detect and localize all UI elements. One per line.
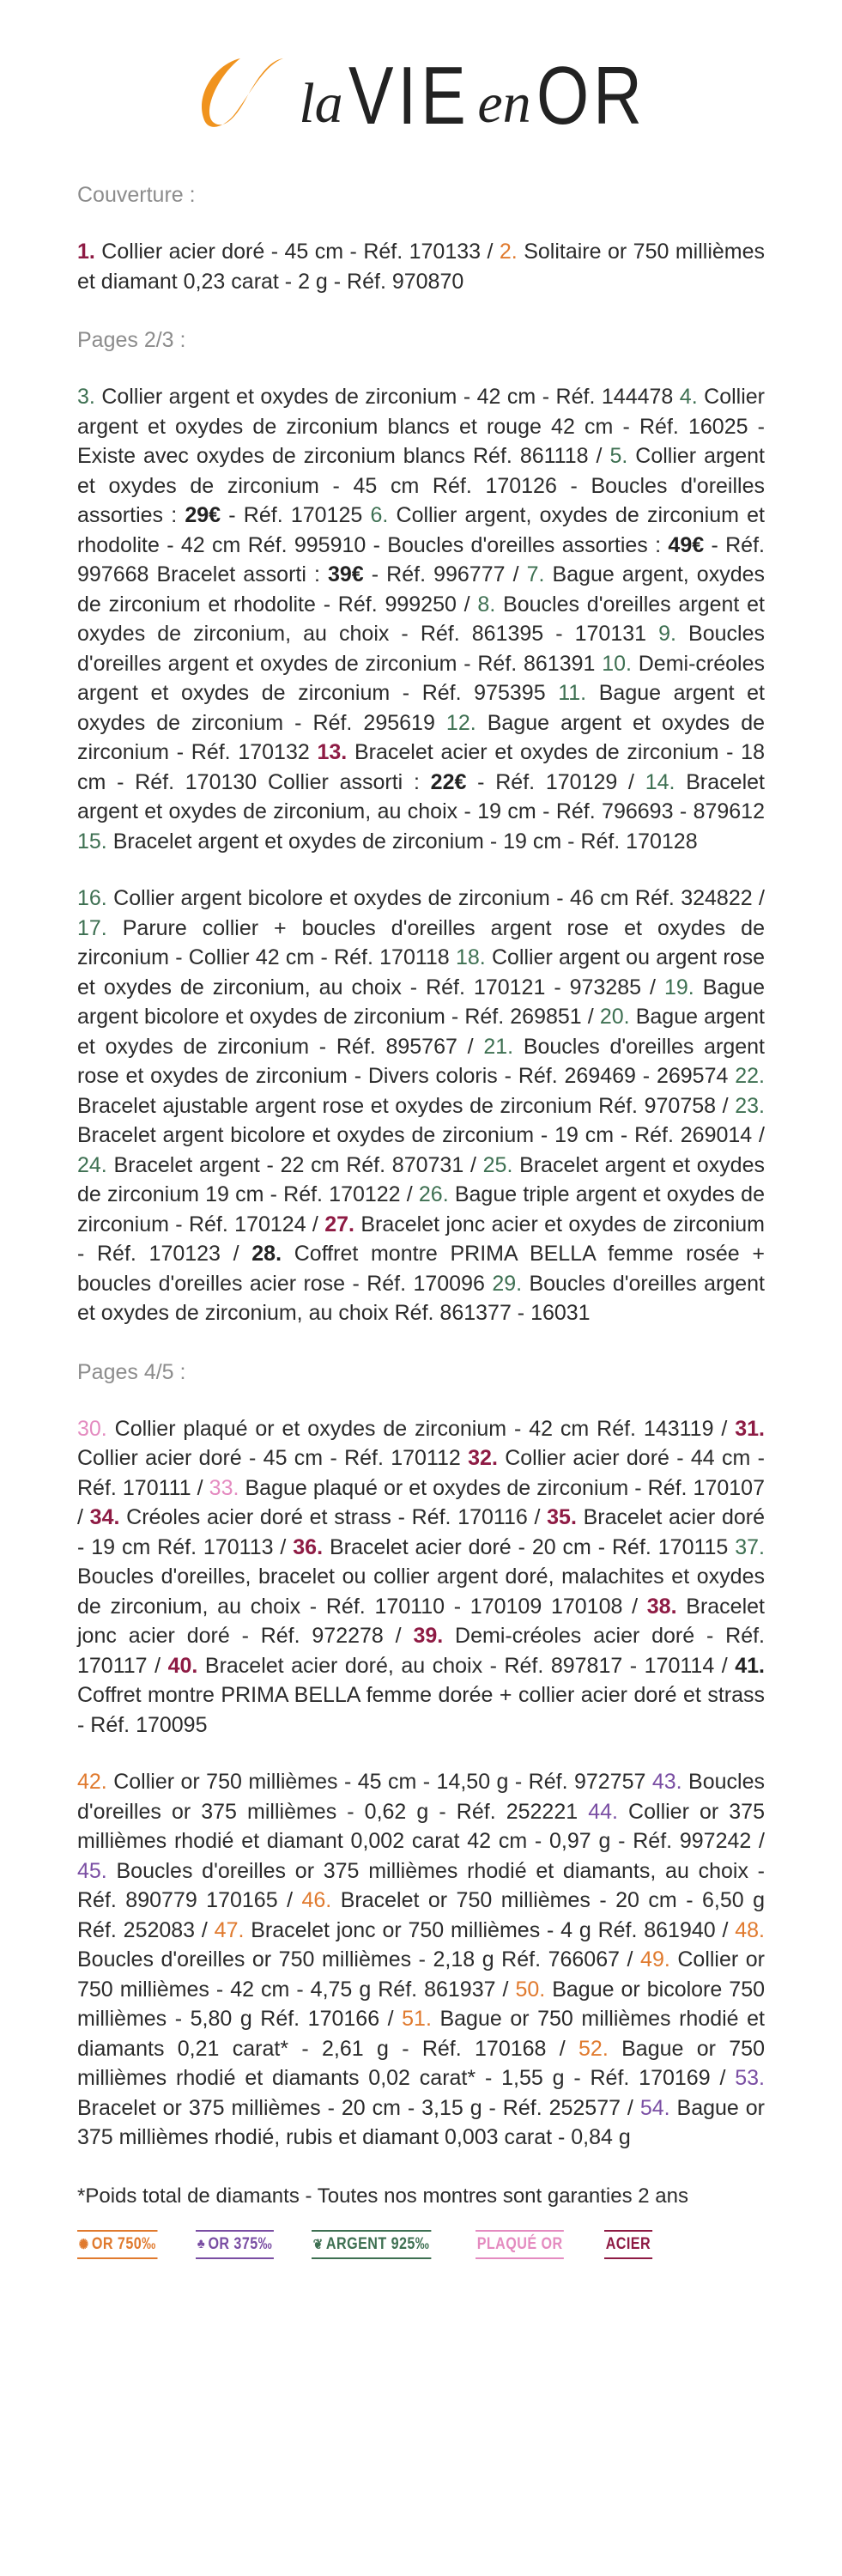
item-number: 27. (324, 1212, 354, 1236)
item-number: 42. (77, 1770, 107, 1794)
item-number: 54. (639, 2095, 670, 2120)
item-reference: - Réf. 997668 Bracelet assorti : (77, 532, 765, 586)
item-description: Coffret montre PRIMA BELLA femme dorée + collier acier doré et strass - Réf. 170095 (77, 1683, 765, 1737)
item-description: Boucles d'oreilles or 375 millièmes - 0,62 g - Réf. 252221 (77, 1770, 765, 1824)
item-number: 35. (547, 1505, 577, 1529)
item-description: Bracelet argent et oxydes de zirconium - 19 cm - Réf. 170128 (106, 829, 698, 854)
product-paragraph (77, 1414, 765, 1741)
section-label: Pages 4/5 : (77, 1359, 186, 1384)
item-number: 26. (418, 1182, 449, 1206)
item-number: 16. (77, 886, 107, 910)
item-number: 46. (301, 1888, 332, 1912)
item-description: Collier acier doré - 44 cm - Réf. 170111 / (77, 1446, 765, 1500)
section-label: Couverture : (77, 183, 196, 207)
item-description: Collier acier doré - 45 cm - Réf. 170112 (77, 1446, 469, 1470)
item-number: 15. (77, 829, 107, 854)
item-number: 43. (651, 1770, 682, 1794)
legend-argent (312, 2230, 431, 2259)
item-number: 44. (588, 1799, 618, 1824)
item-description: Boucles d'oreilles, bracelet ou collier argent doré, malachites et oxydes de zirconium, au choix - Réf. 170110 - 170109 170108 / (77, 1564, 765, 1619)
legend-label: OR 750‰ (91, 2234, 156, 2253)
item-description: Parure collier + boucles d'oreilles argent rose et oxydes de zirconium - Collier 42 cm - Réf. 170118 (77, 915, 765, 969)
brand-logo (0, 0, 842, 180)
item-number: 34. (89, 1505, 120, 1529)
item-reference: - Réf. 170125 (221, 503, 371, 527)
legend-plaque (476, 2230, 564, 2259)
item-description: Collier argent bicolore et oxydes de zirconium - 46 cm Réf. 324822 / (106, 886, 765, 910)
item-description: Boucles d'oreilles argent rose et oxydes de zirconium - Divers coloris - Réf. 269469 - 269574 (77, 1034, 766, 1088)
item-number: 2. (499, 240, 518, 264)
item-description: Boucles d'oreilles or 750 millièmes - 2,18 g Réf. 766067 / (77, 1947, 641, 1971)
item-number: 5. (609, 444, 628, 468)
item-number: 4. (679, 385, 698, 409)
item-description: Collier argent ou argent rose et oxydes de zirconium, au choix - Réf. 170121 - 973285 / (77, 945, 765, 999)
item-price: 49€ (668, 532, 705, 557)
item-description: Bague or 750 millièmes rhodié et diamants 0,21 carat* - 2,61 g - Réf. 170168 / (77, 2007, 765, 2061)
item-number: 28. (251, 1242, 282, 1266)
item-description: Bague argent et oxydes de zirconium - Réf. 170132 (77, 710, 766, 764)
item-description: Collier or 750 millièmes - 42 cm - 4,75 g Réf. 861937 / (77, 1947, 765, 2002)
item-description: Bague plaqué or et oxydes de zirconium - Réf. 170107 / (77, 1475, 765, 1529)
item-description: Collier argent et oxydes de zirconium blancs et rouge 42 cm - Réf. 16025 - Existe avec oxydes de zirconium blancs Réf. 861118 / (77, 385, 765, 468)
item-number: 3. (77, 385, 95, 409)
product-paragraph (77, 237, 765, 296)
footnote: *Poids total de diamants - Toutes nos montres sont garanties 2 ans (77, 2184, 688, 2208)
item-description: Bague argent et oxydes de zirconium - Réf. 895767 / (77, 1005, 765, 1059)
item-number: 24. (77, 1152, 107, 1177)
item-description: Bracelet acier doré - 20 cm - Réf. 170115 (323, 1534, 736, 1559)
item-number: 21. (483, 1034, 514, 1059)
item-description: Coffret montre PRIMA BELLA femme rosée + boucles d'oreilles acier rose - Réf. 170096 (77, 1242, 765, 1296)
item-number: 17. (77, 915, 107, 940)
item-number: 30. (77, 1416, 107, 1441)
item-description: Collier argent et oxydes de zirconium - 42 cm - Réf. 144478 (94, 385, 680, 409)
item-number: 1. (77, 240, 95, 264)
item-description: Bracelet acier et oxydes de zirconium - 18 cm - Réf. 170130 Collier assorti : (77, 740, 765, 794)
item-description: Boucles d'oreilles argent et oxydes de zirconium, au choix Réf. 861377 - 16031 (77, 1271, 765, 1325)
item-number: 8. (477, 592, 496, 617)
item-number: 52. (578, 2036, 609, 2061)
item-description: Bracelet jonc acier doré - Réf. 972278 / (77, 1594, 765, 1648)
item-description: Bracelet jonc or 750 millièmes - 4 g Réf. 861940 / (244, 1917, 736, 1942)
product-paragraph (77, 382, 765, 856)
gold-swoosh-icon (191, 52, 294, 137)
item-description: Bracelet acier doré - 19 cm Réf. 170113 / (77, 1505, 765, 1559)
item-number: 18. (455, 945, 486, 969)
product-listing (0, 180, 842, 2259)
item-description: Bague triple argent et oxydes de zirconium - Réf. 170124 / (77, 1182, 765, 1236)
item-number: 50. (515, 1977, 546, 2002)
item-number: 13. (317, 740, 348, 764)
item-number: 47. (214, 1917, 245, 1942)
item-number: 33. (209, 1475, 239, 1500)
item-description: Bracelet jonc acier et oxydes de zirconium - Réf. 170123 / (77, 1212, 765, 1266)
item-number: 51. (402, 2007, 432, 2031)
item-description: Demi-créoles argent et oxydes de zirconium - Réf. 975395 (77, 651, 765, 705)
hallmark-head-icon: ❦ (312, 2237, 324, 2252)
item-description: Bague argent et oxydes de zirconium - Réf. 295619 (77, 681, 765, 735)
item-description: Boucles d'oreilles or 375 millièmes rhodié et diamants, au choix - Réf. 890779 170165 / (77, 1858, 765, 1912)
item-description: Demi-créoles acier doré - Réf. 170117 / (77, 1624, 765, 1678)
item-description: Bracelet argent et oxydes de zirconium 19 cm - Réf. 170122 / (77, 1152, 765, 1206)
item-number: 11. (558, 681, 587, 705)
section-label: Pages 2/3 : (77, 328, 186, 352)
legend-label: OR 375‰ (208, 2234, 273, 2253)
item-description: Bague argent bicolore et oxydes de zirconium - Réf. 269851 / (77, 975, 765, 1029)
item-description: Bracelet or 375 millièmes - 20 cm - 3,15 g - Réf. 252577 / (77, 2095, 640, 2120)
item-number: 6. (370, 503, 389, 527)
item-price: 39€ (328, 562, 364, 586)
item-description: Créoles acier doré et strass - Réf. 170116 / (119, 1505, 548, 1529)
item-description: Bague or 375 millièmes rhodié, rubis et diamant 0,003 carat - 0,84 g (77, 2095, 765, 2149)
item-number: 22. (735, 1064, 765, 1088)
item-number: 39. (413, 1624, 444, 1648)
item-description: Collier argent et oxydes de zirconium - 45 cm Réf. 170126 - Boucles d'oreilles assorties : (77, 444, 765, 527)
item-number: 14. (645, 769, 675, 794)
item-price: 22€ (430, 769, 467, 794)
item-description: Collier or 375 millièmes rhodié et diamant 0,002 carat 42 cm - 0,97 g - Réf. 997242 / (77, 1799, 765, 1853)
sections-container (77, 180, 765, 2153)
item-number: 40. (167, 1653, 198, 1678)
material-legend (77, 2230, 765, 2259)
logo-text-or: OR (536, 50, 646, 142)
gold-nugget-icon: ✺ (78, 2237, 89, 2252)
item-description: Collier plaqué or et oxydes de zirconium - 42 cm Réf. 143119 / (106, 1416, 736, 1441)
item-description: Collier or 750 millièmes - 45 cm - 14,50 g - Réf. 972757 (106, 1770, 652, 1794)
item-number: 38. (646, 1594, 677, 1619)
item-description: Collier argent, oxydes de zirconium et rhodolite - 42 cm Réf. 995910 - Boucles d'oreilles assorties : (77, 503, 765, 557)
item-description: Bracelet ajustable argent rose et oxydes de zirconium Réf. 970758 / (77, 1093, 736, 1118)
item-number: 45. (77, 1858, 107, 1883)
item-number: 12. (445, 710, 476, 735)
item-number: 49. (640, 1947, 670, 1971)
item-description: Boucles d'oreilles argent et oxydes de zirconium, au choix - Réf. 861395 - 170131 (77, 592, 766, 646)
item-description: Bracelet or 750 millièmes - 20 cm - 6,50 g Réf. 252083 / (77, 1888, 765, 1942)
product-paragraph (77, 884, 765, 1328)
item-number: 41. (735, 1653, 766, 1678)
item-description: Bracelet argent bicolore et oxydes de zirconium - 19 cm - Réf. 269014 / (77, 1123, 765, 1147)
logo-text-en: en (477, 72, 531, 135)
logo-text-vie: VIE (348, 50, 470, 142)
legend-label: PLAQUÉ OR (477, 2234, 564, 2253)
legend-or750 (77, 2230, 157, 2259)
item-description: Bague or bicolore 750 millièmes - 5,80 g Réf. 170166 / (77, 1977, 765, 2031)
item-description: Collier acier doré - 45 cm - Réf. 170133 / (94, 240, 500, 264)
item-number: 19. (663, 975, 694, 999)
item-number: 10. (602, 651, 632, 676)
item-number: 20. (599, 1005, 630, 1029)
item-number: 36. (293, 1534, 324, 1559)
item-description: Bague or 750 millièmes rhodié et diamants 0,02 carat* - 1,55 g - Réf. 170169 / (77, 2036, 765, 2090)
item-description: Bracelet acier doré, au choix - Réf. 897817 - 170114 / (197, 1653, 736, 1678)
item-description: Bague argent, oxydes de zirconium et rhodolite - Réf. 999250 / (77, 562, 766, 617)
item-number: 9. (658, 622, 676, 646)
item-number: 48. (735, 1917, 766, 1942)
item-description: Bracelet argent - 22 cm Réf. 870731 / (106, 1152, 483, 1177)
legend-label: ARGENT 925‰ (325, 2234, 430, 2253)
item-number: 7. (526, 562, 545, 586)
item-number: 37. (735, 1534, 765, 1559)
item-number: 31. (735, 1416, 765, 1441)
item-number: 29. (492, 1271, 523, 1296)
item-description: Boucles d'oreilles argent et oxydes de zirconium - Réf. 861391 (77, 622, 765, 676)
logo-text-la: la (299, 72, 343, 135)
item-reference: - Réf. 996777 / (363, 562, 527, 586)
item-reference: - Réf. 170129 / (466, 769, 645, 794)
legend-or375 (196, 2230, 274, 2259)
legend-acier (604, 2230, 652, 2259)
gold-pile-icon: ♣ (197, 2236, 205, 2251)
item-price: 29€ (185, 503, 221, 527)
legend-label: ACIER (605, 2234, 651, 2253)
item-number: 25. (482, 1152, 513, 1177)
item-number: 53. (735, 2066, 765, 2090)
item-number: 23. (735, 1093, 765, 1118)
item-number: 32. (468, 1446, 498, 1470)
product-paragraph (77, 1767, 765, 2153)
item-description: Bracelet argent et oxydes de zirconium, au choix - 19 cm - Réf. 796693 - 879612 (77, 769, 765, 823)
item-description: Solitaire or 750 millièmes et diamant 0,23 carat - 2 g - Réf. 970870 (77, 240, 766, 294)
